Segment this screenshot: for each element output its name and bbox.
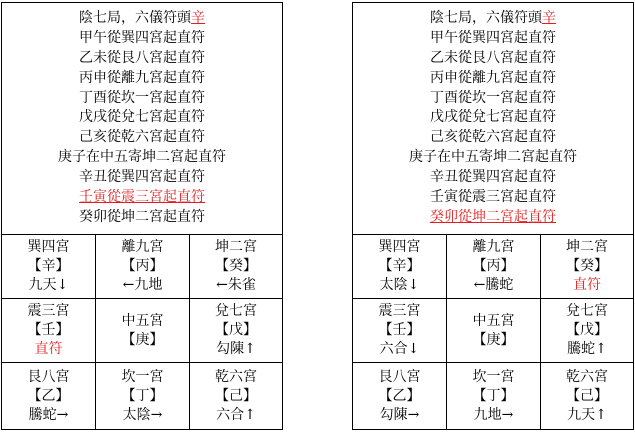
header-line bbox=[353, 89, 633, 109]
direction-arrow-icon: ↑ bbox=[244, 407, 256, 423]
palace-star: 六合 bbox=[379, 341, 408, 357]
palace-cell bbox=[353, 299, 447, 363]
right-header-block bbox=[353, 3, 633, 235]
palace-name: 乾六宮 bbox=[215, 369, 257, 385]
palace-stem: 【丙】 bbox=[121, 258, 164, 274]
palace-name: 震三宮 bbox=[27, 303, 70, 319]
direction-arrow-icon: ↓ bbox=[407, 341, 420, 357]
palace-cell bbox=[2, 363, 96, 430]
palace-star: 太陰 bbox=[379, 277, 408, 293]
palace-stem: 【庚】 bbox=[121, 331, 164, 348]
palace-name: 坎一宮 bbox=[121, 369, 164, 385]
header-line bbox=[353, 148, 633, 168]
header-text: 戊戌從兌七宮起直符 bbox=[79, 109, 205, 126]
header-line bbox=[353, 168, 633, 188]
palace-star: 勾陳 bbox=[216, 341, 245, 357]
header-text: 己亥從乾六宮起直符 bbox=[79, 129, 205, 146]
palace-cell bbox=[2, 299, 96, 363]
palace-cell bbox=[353, 235, 447, 299]
palace-star: 太陰 bbox=[122, 407, 151, 423]
header-line bbox=[2, 168, 282, 188]
palace-star-line bbox=[2, 406, 95, 425]
palace-cell bbox=[96, 299, 190, 363]
header-text: 丁酉從坎一宮起直符 bbox=[430, 89, 556, 106]
header-text: 己亥從乾六宮起直符 bbox=[430, 129, 556, 146]
palace-stem: 【丁】 bbox=[472, 388, 515, 404]
palace-star: 騰蛇 bbox=[28, 407, 57, 423]
header-text: 辛 bbox=[542, 10, 556, 26]
palace-name: 巽四宮 bbox=[27, 239, 70, 255]
palace-name: 震三宮 bbox=[378, 303, 421, 319]
palace-star-line bbox=[541, 406, 633, 425]
header-line bbox=[2, 29, 282, 49]
palace-cell bbox=[190, 299, 282, 363]
palace-stem: 【乙】 bbox=[378, 388, 421, 404]
left-header-block bbox=[2, 3, 282, 235]
left-chart-panel bbox=[1, 2, 283, 430]
palace-star: 九地 bbox=[473, 407, 502, 423]
palace-cell bbox=[96, 235, 190, 299]
palace-name: 艮八宮 bbox=[378, 369, 421, 385]
header-text: 庚子在中五寄坤二宮起直符 bbox=[58, 149, 226, 166]
header-text: 丙申從離九宮起直符 bbox=[430, 69, 556, 86]
palace-stem: 【丙】 bbox=[472, 258, 515, 274]
palace-name: 乾六宮 bbox=[566, 369, 608, 385]
header-text: 戊戌從兌七宮起直符 bbox=[430, 109, 556, 126]
palace-name: 中五宮 bbox=[472, 312, 515, 329]
palace-star-line bbox=[541, 276, 633, 295]
header-line bbox=[2, 49, 282, 69]
header-text: 辛丑從巽四宮起直符 bbox=[79, 169, 205, 186]
direction-arrow-icon: ↑ bbox=[595, 407, 607, 423]
header-line bbox=[2, 108, 282, 128]
palace-stem: 【己】 bbox=[215, 388, 257, 404]
direction-arrow-icon: → bbox=[56, 407, 69, 423]
palace-name: 離九宮 bbox=[121, 239, 164, 255]
header-line bbox=[2, 9, 282, 29]
header-line bbox=[353, 108, 633, 128]
palace-star-line bbox=[2, 276, 95, 295]
palace-star-line bbox=[541, 340, 633, 359]
palace-star: 直符 bbox=[573, 277, 601, 293]
palace-stem: 【乙】 bbox=[27, 388, 70, 404]
palace-cell bbox=[541, 235, 633, 299]
header-text: 癸卯從坤二宮起直符 bbox=[79, 208, 205, 225]
palace-stem: 【癸】 bbox=[215, 258, 257, 274]
palace-star-line bbox=[96, 276, 189, 295]
direction-arrow-icon: → bbox=[501, 407, 514, 423]
palace-cell bbox=[447, 235, 541, 299]
palace-name: 中五宮 bbox=[121, 312, 164, 329]
direction-arrow-icon: → bbox=[407, 407, 420, 423]
header-text: 壬寅從震三宮起直符 bbox=[430, 189, 556, 206]
palace-cell bbox=[2, 235, 96, 299]
palace-name: 坤二宮 bbox=[566, 239, 608, 255]
header-text: 癸卯從坤二宮起直符 bbox=[430, 208, 556, 225]
direction-arrow-icon: ← bbox=[122, 277, 135, 293]
header-text: 乙未從艮八宮起直符 bbox=[430, 49, 556, 66]
palace-name: 兌七宮 bbox=[566, 303, 608, 319]
palace-cell bbox=[447, 299, 541, 363]
direction-arrow-icon: ↑ bbox=[595, 341, 607, 357]
palace-cell bbox=[541, 299, 633, 363]
palace-star: 九地 bbox=[134, 277, 163, 293]
direction-arrow-icon: ← bbox=[216, 277, 228, 293]
header-line bbox=[2, 128, 282, 148]
palace-star: 朱雀 bbox=[227, 277, 256, 293]
palace-star: 騰蛇 bbox=[485, 277, 514, 293]
palace-name: 坎一宮 bbox=[472, 369, 515, 385]
palace-name: 坤二宮 bbox=[215, 239, 257, 255]
palace-stem: 【庚】 bbox=[472, 331, 515, 348]
palace-cell bbox=[447, 363, 541, 430]
palace-cell bbox=[541, 363, 633, 430]
palace-stem: 【丁】 bbox=[121, 388, 164, 404]
header-line bbox=[2, 208, 282, 228]
header-line bbox=[353, 128, 633, 148]
palace-star-line bbox=[190, 340, 282, 359]
palace-star-line bbox=[190, 406, 282, 425]
palace-star: 九天 bbox=[567, 407, 596, 423]
palace-stem: 【辛】 bbox=[378, 258, 421, 274]
palace-stem: 【辛】 bbox=[27, 258, 70, 274]
header-line bbox=[2, 148, 282, 168]
header-text: 庚子在中五寄坤二宮起直符 bbox=[409, 149, 577, 166]
header-text: 乙未從艮八宮起直符 bbox=[79, 49, 205, 66]
palace-star-line bbox=[2, 340, 95, 359]
palace-cell bbox=[190, 235, 282, 299]
palace-star: 騰蛇 bbox=[567, 341, 596, 357]
header-text: 陰七局，六儀符頭 bbox=[430, 10, 542, 26]
palace-star-line bbox=[353, 276, 446, 295]
header-line bbox=[353, 188, 633, 208]
palace-name: 艮八宮 bbox=[27, 369, 70, 385]
palace-cell bbox=[190, 363, 282, 430]
palace-star-line bbox=[353, 406, 446, 425]
header-line bbox=[353, 69, 633, 89]
palace-star: 勾陳 bbox=[379, 407, 408, 423]
palace-cell bbox=[353, 363, 447, 430]
palace-name: 兌七宮 bbox=[215, 303, 257, 319]
palace-star: 九天 bbox=[28, 277, 57, 293]
header-text: 丙申從離九宮起直符 bbox=[79, 69, 205, 86]
header-text: 辛 bbox=[191, 10, 205, 26]
palace-star-line bbox=[447, 276, 540, 295]
header-text: 甲午從巽四宮起直符 bbox=[430, 29, 556, 46]
direction-arrow-icon: → bbox=[150, 407, 163, 423]
right-palace-grid bbox=[353, 235, 633, 430]
direction-arrow-icon: ↑ bbox=[244, 341, 256, 357]
direction-arrow-icon: ← bbox=[473, 277, 486, 293]
palace-stem: 【戊】 bbox=[566, 322, 608, 338]
header-text: 壬寅從震三宮起直符 bbox=[79, 189, 205, 206]
header-line bbox=[2, 69, 282, 89]
header-line bbox=[353, 49, 633, 69]
right-chart-panel bbox=[352, 2, 634, 430]
palace-stem: 【癸】 bbox=[566, 258, 608, 274]
direction-arrow-icon: ↓ bbox=[56, 277, 69, 293]
palace-star: 六合 bbox=[216, 407, 245, 423]
palace-name: 離九宮 bbox=[472, 239, 515, 255]
palace-star-line bbox=[190, 276, 282, 295]
header-line bbox=[353, 29, 633, 49]
header-line bbox=[2, 89, 282, 109]
palace-star-line bbox=[353, 340, 446, 359]
palace-stem: 【壬】 bbox=[27, 322, 70, 338]
palace-stem: 【己】 bbox=[566, 388, 608, 404]
header-text: 丁酉從坎一宮起直符 bbox=[79, 89, 205, 106]
header-line bbox=[2, 188, 282, 208]
palace-stem: 【壬】 bbox=[378, 322, 421, 338]
header-line bbox=[353, 208, 633, 228]
header-text: 陰七局，六儀符頭 bbox=[79, 10, 191, 26]
palace-star-line bbox=[96, 406, 189, 425]
header-line bbox=[353, 9, 633, 29]
header-text: 辛丑從巽四宮起直符 bbox=[430, 169, 556, 186]
palace-name: 巽四宮 bbox=[378, 239, 421, 255]
palace-star-line bbox=[447, 406, 540, 425]
palace-cell bbox=[96, 363, 190, 430]
palace-star: 直符 bbox=[34, 341, 63, 357]
header-text: 甲午從巽四宮起直符 bbox=[79, 29, 205, 46]
left-palace-grid bbox=[2, 235, 282, 430]
direction-arrow-icon: ↓ bbox=[407, 277, 420, 293]
palace-stem: 【戊】 bbox=[215, 322, 257, 338]
